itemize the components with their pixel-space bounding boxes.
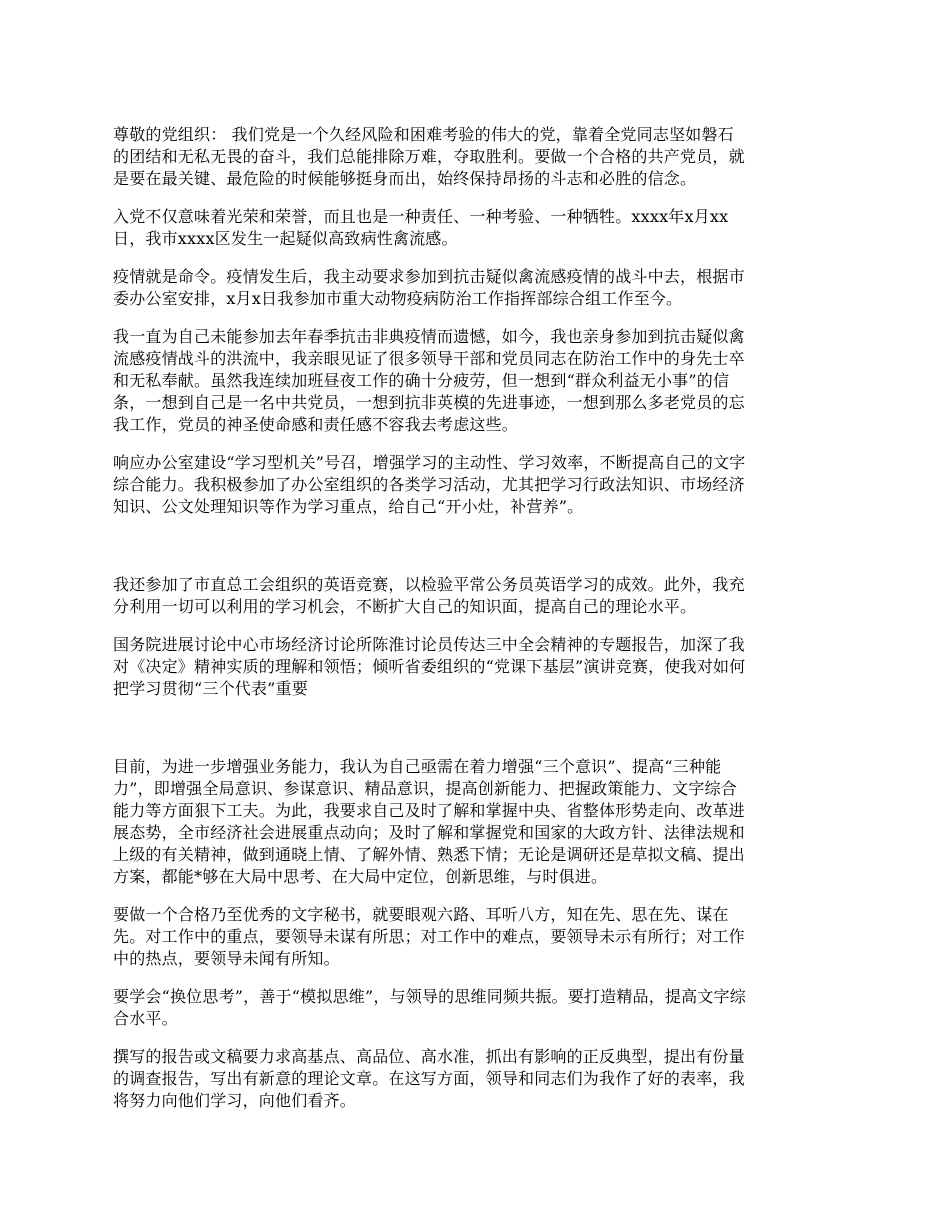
- paragraph-2: 入党不仅意味着光荣和荣誉，而且也是一种责任、一种考验、一种牺牲。xxxx年x月xx 日，我市xxxx区发生一起疑似高致病性禽流感。: [113, 207, 729, 248]
- paragraph-11: 撰写的报告或文稿要力求高基点、高品位、高水准，抓出有影响的正反典型，提出有份量 的调查报告，写出有新意的理论文章。在这写方面，领导和同志们为我作了好的表率，我 将努力向他们学习，向他们看齐。: [113, 1047, 745, 1110]
- section-gap-1: [113, 534, 843, 574]
- section-gap-2: [113, 716, 843, 756]
- paragraph-3: 疫情就是命令。疫情发生后，我主动要求参加到抗击疑似禽流感疫情的战斗中去，根据市 委办公室安排，x月x日我参加市重大动物疫病防治工作指挥部综合组工作至今。: [113, 267, 745, 308]
- paragraph-9: 要做一个合格乃至优秀的文字秘书，就要眼观六路、耳听八方，知在先、思在先、谋在 先。对工作中的重点，要领导未谋有所思；对工作中的难点，要领导未示有所行；对工作 中的热点，要领导未闻有所知。: [113, 905, 745, 968]
- paragraph-8: 目前，为进一步增强业务能力，我认为自己亟需在着力增强“三个意识”、提高“三种能 力”，即增强全局意识、参谋意识、精品意识，提高创新能力、把握政策能力、文字综合 能力等方面狠下工夫。为此，我要求自己及时了解和掌握中央、省整体形势走向、改革进 展态势，全市经济社会进展重点动向；及时了解和掌握党和国家的大政方针、法律法规和 上级的有关精神，做到通晓上情、了解外情、熟悉下情；无论是调研还是草拟文稿、提出 方案，都能*够在大局中思考、在大局中定位，创新思维，与时俱进。: [113, 757, 745, 886]
- paragraph-10: 要学会“换位思考”，善于“模拟思维”，与领导的思维同频共振。要打造精品，提高文字综 合水平。: [113, 987, 746, 1028]
- paragraph-5: 响应办公室建设“学习型机关”号召，增强学习的主动性、学习效率，不断提高自己的文字 综合能力。我积极参加了办公室组织的各类学习活动，尤其把学习行政法知识、市场经济 知识、公文处理知识等作为学习重点，给自己“开小灶，补营养”。: [113, 453, 746, 516]
- paragraph-4: 我一直为自己未能参加去年春季抗击非典疫情而遗憾，如今，我也亲身参加到抗击疑似禽 流感疫情战斗的洪流中，我亲眼见证了很多领导干部和党员同志在防治工作中的身先士卒 和无私奉献。虽然我连续加班昼夜工作的确十分疲劳，但一想到“群众利益无小事”的信 条，一想到自己是一名中共党员，一想到抗非英模的先进事迹，一想到那么多老党员的忘 我工作，党员的神圣使命感和责任感不容我去考虑这些。: [113, 327, 745, 434]
- paragraph-1: 尊敬的党组织： 我们党是一个久经风险和困难考验的伟大的党，靠着全党同志坚如磐石 的团结和无私无畏的奋斗，我们总能排除万难，夺取胜利。要做一个合格的共产党员，就 是要在最关键、最危险的时候能够挺身而出，始终保持昂扬的斗志和必胜的信念。: [113, 125, 745, 188]
- paragraph-7: 国务院进展讨论中心市场经济讨论所陈淮讨论员传达三中全会精神的专题报告，加深了我 对《决定》精神实质的理解和领悟；倾听省委组织的“党课下基层”演讲竞赛，使我对如何 把学习贯彻“三个代表”重要: [113, 635, 746, 698]
- paragraph-6: 我还参加了市直总工会组织的英语竞赛，以检验平常公务员英语学习的成效。此外，我充 分利用一切可以利用的学习机会，不断扩大自己的知识面，提高自己的理论水平。: [113, 575, 745, 616]
- document-body: [113, 124, 843, 1128]
